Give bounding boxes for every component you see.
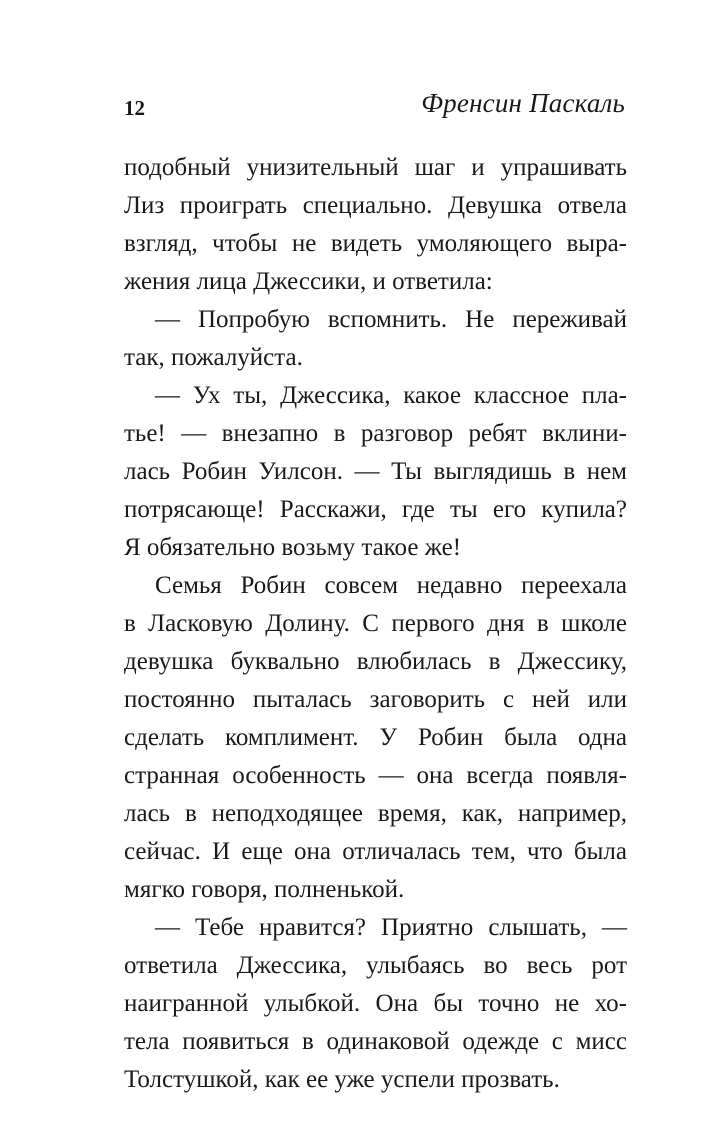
text-line: ответила Джессика, улыбаясь во весь рот [124, 952, 627, 979]
text-line: жения лица Джессики, и ответила: [124, 268, 493, 295]
text-line: Семья Робин совсем недавно переехала [155, 572, 627, 599]
running-head-author: Френсин Паскаль [421, 88, 625, 118]
text-line: мягко говоря, полненькой. [124, 876, 405, 903]
text-line: подобный унизительный шаг и упрашивать [124, 154, 627, 181]
page-header [124, 86, 625, 126]
text-line: Лиз проиграть специально. Девушка отвела [124, 192, 627, 219]
text-line: Я обязательно возьму такое же! [124, 534, 462, 561]
text-line: так, пожалуйста. [124, 344, 303, 371]
text-line: сделать комплимент. У Робин была одна [124, 724, 627, 751]
text-line: постоянно пыталась заговорить с ней или [124, 686, 627, 713]
text-line: наигранной улыбкой. Она бы точно не хо- [124, 990, 627, 1017]
text-line: в Ласковую Долину. С первого дня в школе [124, 610, 627, 637]
text-line: — Попробую вспомнить. Не переживай [155, 306, 627, 333]
text-line: — Ух ты, Джессика, какое классное пла- [155, 382, 627, 409]
text-line: — Тебе нравится? Приятно слышать, — [155, 914, 627, 941]
body-text [124, 149, 627, 1099]
text-line: тье! — внезапно в разговор ребят вклини- [124, 420, 627, 447]
text-line: тела появиться в одинаковой одежде с мисс [124, 1028, 627, 1055]
text-line: взгляд, чтобы не видеть умоляющего выра- [124, 230, 627, 257]
text-line: лась в неподходящее время, как, например, [124, 800, 627, 827]
text-line: сейчас. И еще она отличалась тем, что была [124, 838, 627, 865]
text-line: потрясающе! Расскажи, где ты его купила? [124, 496, 627, 523]
text-line: Толстушкой, как ее уже успели прозвать. [124, 1066, 560, 1093]
text-line: странная особенность — она всегда появля- [124, 762, 627, 789]
page-number: 12 [124, 96, 145, 120]
text-line: лась Робин Уилсон. — Ты выглядишь в нем [124, 458, 627, 485]
text-line: девушка буквально влюбилась в Джессику, [124, 648, 627, 675]
